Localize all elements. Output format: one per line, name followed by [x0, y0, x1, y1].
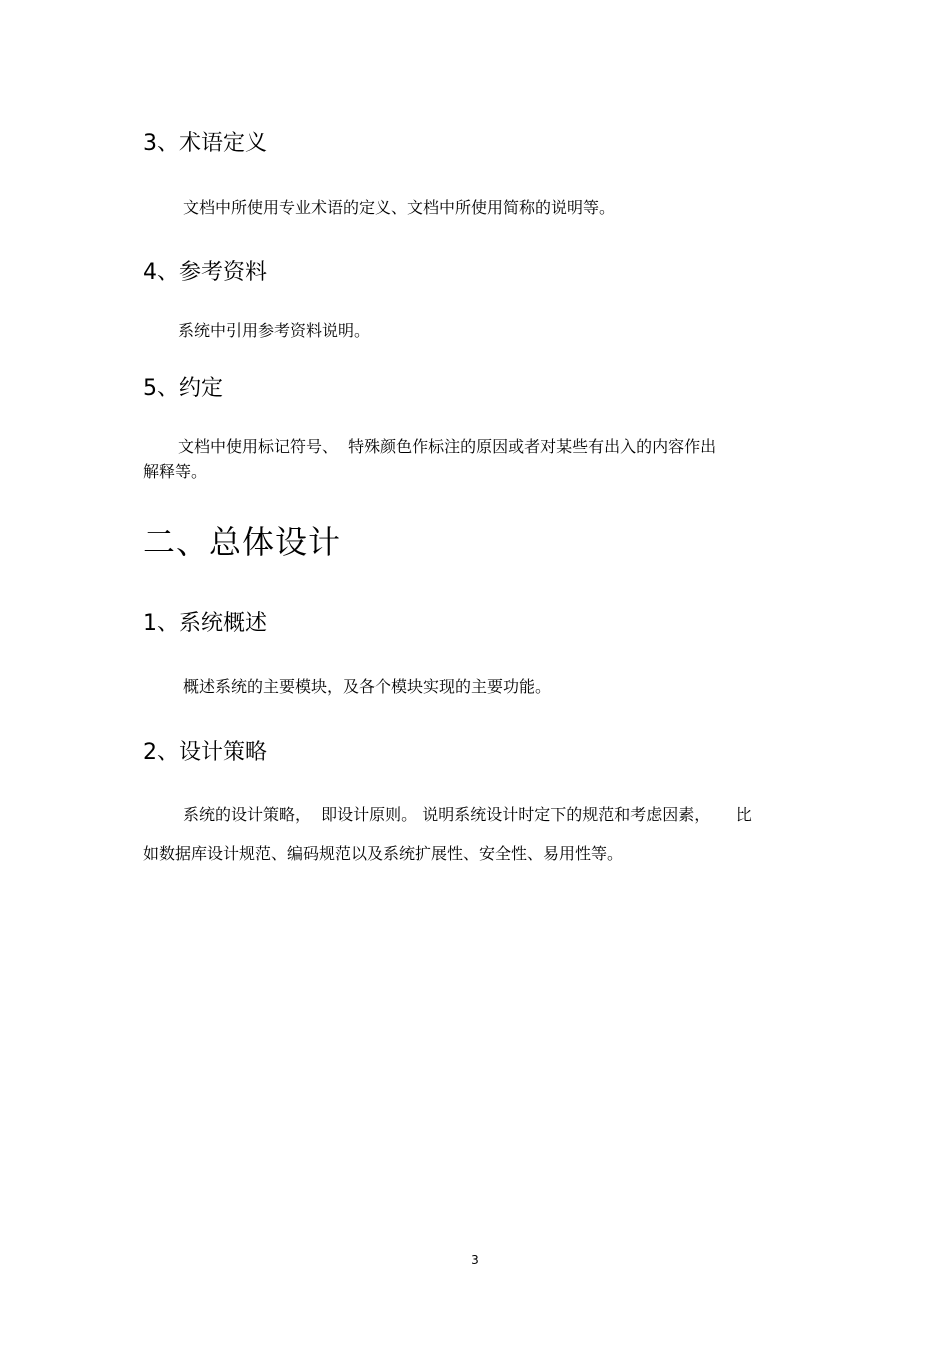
- paragraph-design-strategy-line2: 如数据库设计规范、编码规范以及系统扩展性、安全性、易用性等。: [143, 844, 624, 863]
- chapter-heading-overall-design: 二、总体设计: [143, 523, 342, 561]
- paragraph-system-overview: 概述系统的主要模块，及各个模块实现的主要功能。: [183, 677, 552, 696]
- section-heading-terms: 3、术语定义: [143, 131, 267, 156]
- page-number: 3: [471, 1253, 479, 1267]
- paragraph-conventions-line1: 文档中使用标记符号、 特殊颜色作标注的原因或者对某些有出入的内容作出: [178, 437, 717, 456]
- section-heading-references: 4、参考资料: [143, 260, 267, 285]
- paragraph-conventions-line2: 解释等。: [143, 462, 208, 481]
- paragraph-references: 系统中引用参考资料说明。: [178, 321, 371, 340]
- paragraph-terms: 文档中所使用专业术语的定义、文档中所使用简称的说明等。: [183, 198, 616, 217]
- section-heading-conventions: 5、约定: [143, 376, 223, 401]
- paragraph-design-strategy-line1: 系统的设计策略， 即设计原则。 说明系统设计时定下的规范和考虑因素， 比: [183, 805, 752, 824]
- section-heading-design-strategy: 2、设计策略: [143, 740, 267, 765]
- section-heading-system-overview: 1、系统概述: [143, 611, 267, 636]
